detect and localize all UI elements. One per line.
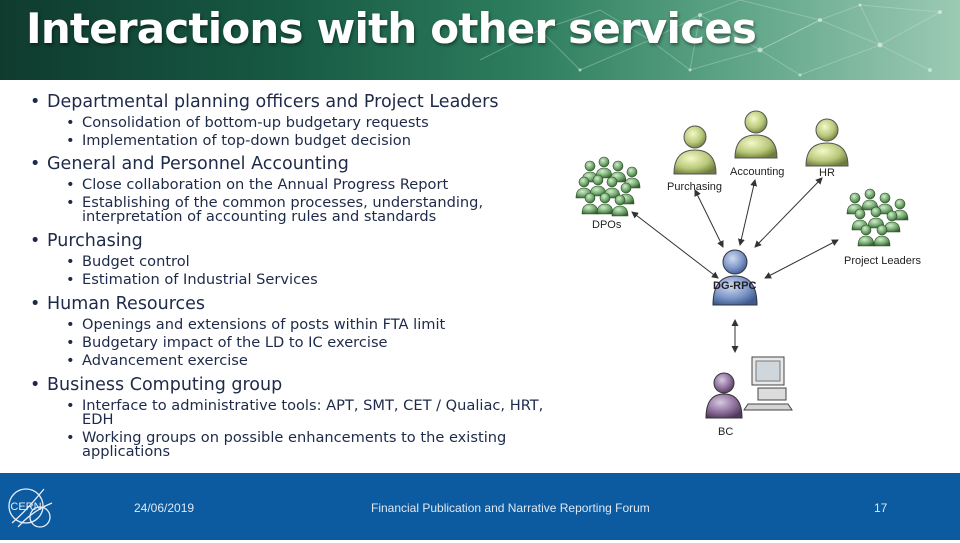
hr-label: HR — [819, 167, 835, 179]
bullet-icon: • — [66, 132, 75, 149]
bc-person-icon — [706, 373, 742, 418]
bc-label: BC — [718, 426, 734, 438]
diagram-canvas — [560, 100, 940, 450]
title-banner — [0, 0, 960, 80]
dg-rpc-person-icon — [713, 250, 757, 305]
computer-icon — [744, 357, 792, 410]
bullet-icon: • — [30, 294, 41, 314]
accounting-label: Accounting — [730, 166, 785, 178]
project-leaders-label: Project Leaders — [844, 255, 922, 267]
cern-logo — [4, 481, 62, 543]
accounting-person-icon — [735, 111, 777, 158]
dpos-group-icon — [576, 157, 640, 216]
bullet-icon: • — [66, 352, 75, 369]
interaction-diagram — [560, 100, 940, 454]
cern-logo-text: CERN — [10, 501, 42, 513]
bullet-icon: • — [66, 253, 75, 270]
purchasing-person-icon — [674, 126, 716, 174]
bullet-icon: • — [66, 271, 75, 288]
purchasing-label: Purchasing — [667, 181, 723, 193]
footer-date: 24/06/2019 — [134, 501, 195, 515]
bullet-icon: • — [30, 375, 41, 395]
bullet-icon: • — [66, 334, 75, 351]
hr-person-icon — [806, 119, 848, 166]
footer-event: Financial Publication and Narrative Reporting Forum — [371, 501, 650, 515]
page-number: 17 — [874, 501, 888, 515]
project-leaders-group-icon — [847, 189, 908, 246]
slide-title: Interactions with other services — [26, 4, 757, 53]
dg-rpc-label: DG-RPC — [713, 280, 757, 292]
bullet-icon: • — [66, 397, 75, 414]
bullet-icon: • — [66, 114, 75, 131]
bullet-icon: • — [30, 154, 41, 174]
cern-logo-icon — [4, 481, 62, 539]
footer-bar — [0, 473, 960, 540]
bullet-icon: • — [66, 316, 75, 333]
bullet-icon: • — [66, 176, 75, 193]
bullet-icon: • — [66, 429, 75, 446]
dpos-label: DPOs — [592, 219, 622, 231]
bullet-icon: • — [66, 194, 75, 211]
bullet-icon: • — [30, 92, 41, 112]
bullet-icon: • — [30, 231, 41, 251]
